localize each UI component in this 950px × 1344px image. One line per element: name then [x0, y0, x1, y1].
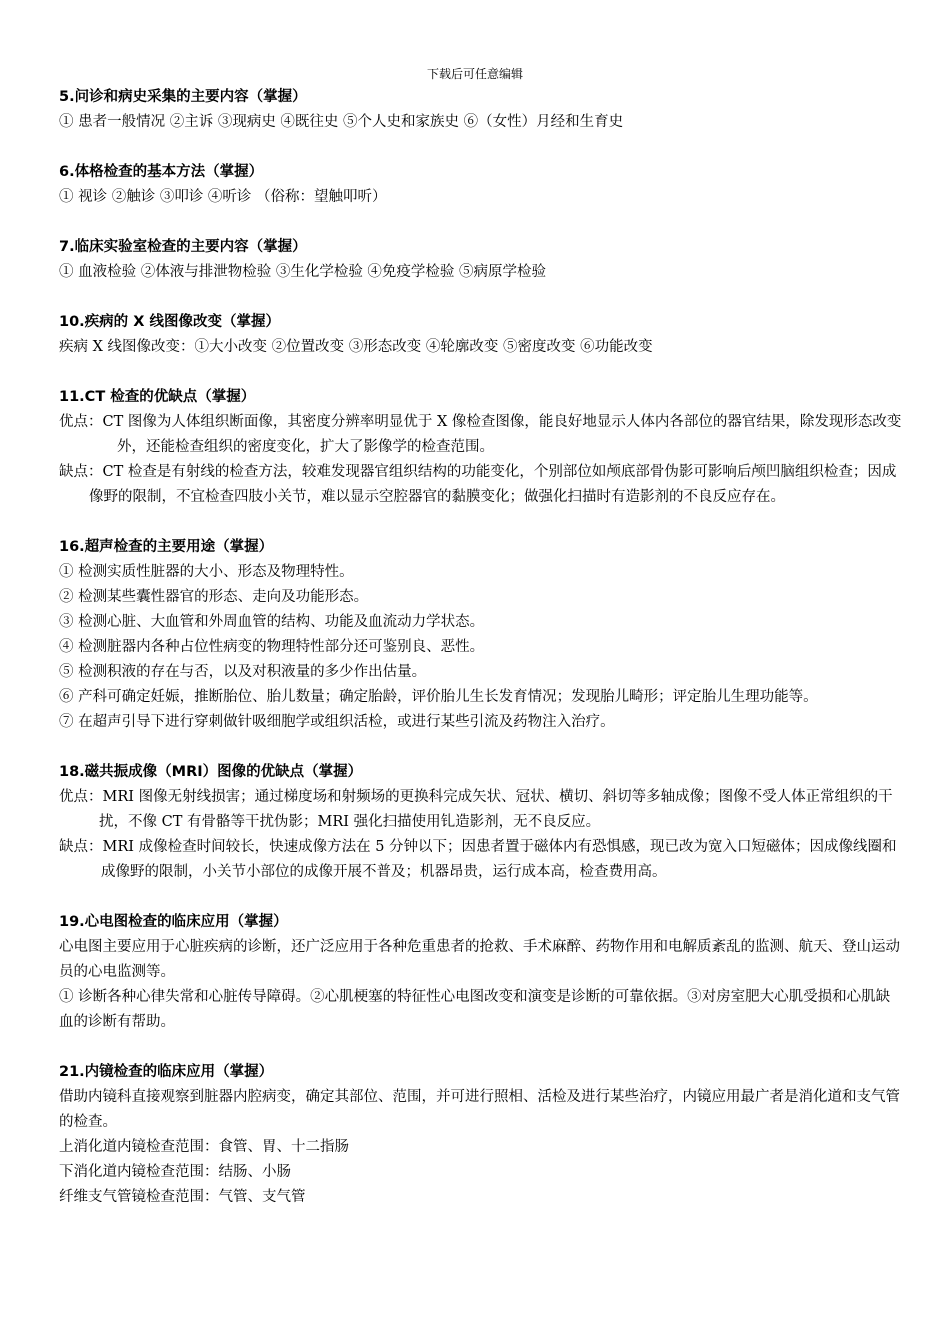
header-note: 下载后可任意编辑 — [426, 67, 523, 81]
section-text: 下消化道内镜检查范围：结肠、小肠 — [59, 1164, 291, 1180]
section-paragraph: ① 诊断各种心律失常和心脏传导障碍。②心肌梗塞的特征性心电图改变和演变是诊断的可靠依据。③对房室肥大心肌受损和心肌缺血的诊断有帮助。 — [59, 989, 891, 1030]
list-item: ⑦ 在超声引导下进行穿刺做针吸细胞学或组织活检，或进行某些引流及药物注入治疗。 — [59, 714, 615, 730]
section-heading: 10.疾病的 X 线图像改变（掌握） — [59, 314, 280, 330]
section-text: ① 血液检验 ②体液与排泄物检验 ③生化学检验 ④免疫学检验 ⑤病原学检验 — [59, 264, 547, 280]
section-heading: 11.CT 检查的优缺点（掌握） — [59, 389, 256, 405]
list-item: ⑤ 检测积液的存在与否，以及对积液量的多少作出估量。 — [59, 664, 427, 680]
list-item: ④ 检测脏器内各种占位性病变的物理特性部分还可鉴别良、恶性。 — [59, 639, 485, 655]
section-21 — [59, 1060, 904, 1210]
section-text: ① 患者一般情况 ②主诉 ③现病史 ④既往史 ⑤个人史和家族史 ⑥（女性）月经和生育史 — [59, 114, 624, 130]
section-heading: 21.内镜检查的临床应用（掌握） — [59, 1064, 274, 1080]
section-heading: 16.超声检查的主要用途（掌握） — [59, 539, 274, 555]
section-6 — [59, 160, 904, 210]
mri-pros-text: 优点：MRI 图像无射线损害；通过梯度场和射频场的更换科完成矢状、冠状、横切、斜切等多轴成像；图像不受人体正常组织的干扰，不像 CT 有骨骼等干扰伪影；MRI 强化扫描使用钆造影剂，无不良反应。 — [59, 789, 893, 830]
list-item: ⑥ 产科可确定妊娠，推断胎位、胎儿数量；确定胎龄，评价胎儿生长发育情况；发现胎儿畸形；评定胎儿生理功能等。 — [59, 689, 818, 705]
list-item: ② 检测某些囊性器官的形态、走向及功能形态。 — [59, 589, 369, 605]
section-text: 上消化道内镜检查范围：食管、胃、十二指肠 — [59, 1139, 349, 1155]
section-18 — [59, 760, 904, 885]
section-10 — [59, 310, 904, 360]
section-heading: 6.体格检查的基本方法（掌握） — [59, 164, 264, 180]
section-7 — [59, 235, 904, 285]
section-text: ① 视诊 ②触诊 ③叩诊 ④听诊 （俗称：望触叩听） — [59, 189, 387, 205]
section-paragraph: 心电图主要应用于心脏疾病的诊断，还广泛应用于各种危重患者的抢救、手术麻醉、药物作用和电解质紊乱的监测、航天、登山运动员的心电监测等。 — [59, 939, 900, 980]
section-heading: 5.问诊和病史采集的主要内容（掌握） — [59, 89, 307, 105]
section-heading: 19.心电图检查的临床应用（掌握） — [59, 914, 288, 930]
document-body — [59, 85, 904, 1235]
ct-pros-text: 优点：CT 图像为人体组织断面像，其密度分辨率明显优于 X 像检查图像，能良好地显示人体内各部位的器官结果，除发现形态改变外，还能检查组织的密度变化，扩大了影像学的检查范围。 — [59, 414, 902, 455]
section-paragraph: 借助内镜科直接观察到脏器内腔病变，确定其部位、范围，并可进行照相、活检及进行某些治疗，内镜应用最广者是消化道和支气管的检查。 — [59, 1089, 900, 1130]
list-item: ③ 检测心脏、大血管和外周血管的结构、功能及血流动力学状态。 — [59, 614, 485, 630]
section-text: 纤维支气管镜检查范围：气管、支气管 — [59, 1189, 306, 1205]
section-heading: 18.磁共振成像（MRI）图像的优缺点（掌握） — [59, 764, 363, 780]
mri-cons-text: 缺点：MRI 成像检查时间较长，快速成像方法在 5 分钟以下；因患者置于磁体内有恐惧感，现已改为宽入口短磁体；因成像线圈和成像野的限制，小关节小部位的成像开展不普及；机器昂贵，运行成本高，检查费用高。 — [59, 839, 897, 880]
ct-cons-text: 缺点：CT 检查是有射线的检查方法，较难发现器官组织结构的功能变化，个别部位如颅底部骨伪影可影响后颅凹脑组织检查；因成像野的限制，不宜检查四肢小关节，难以显示空腔器官的黏膜变化；做强化扫描时有造影剂的不良反应存在。 — [59, 464, 897, 505]
section-text: 疾病 X 线图像改变：①大小改变 ②位置改变 ③形态改变 ④轮廓改变 ⑤密度改变 ⑥功能改变 — [59, 339, 653, 355]
section-16 — [59, 535, 904, 735]
list-item: ① 检测实质性脏器的大小、形态及物理特性。 — [59, 564, 354, 580]
section-11 — [59, 385, 904, 510]
section-19 — [59, 910, 904, 1035]
section-5 — [59, 85, 904, 135]
section-heading: 7.临床实验室检查的主要内容（掌握） — [59, 239, 307, 255]
